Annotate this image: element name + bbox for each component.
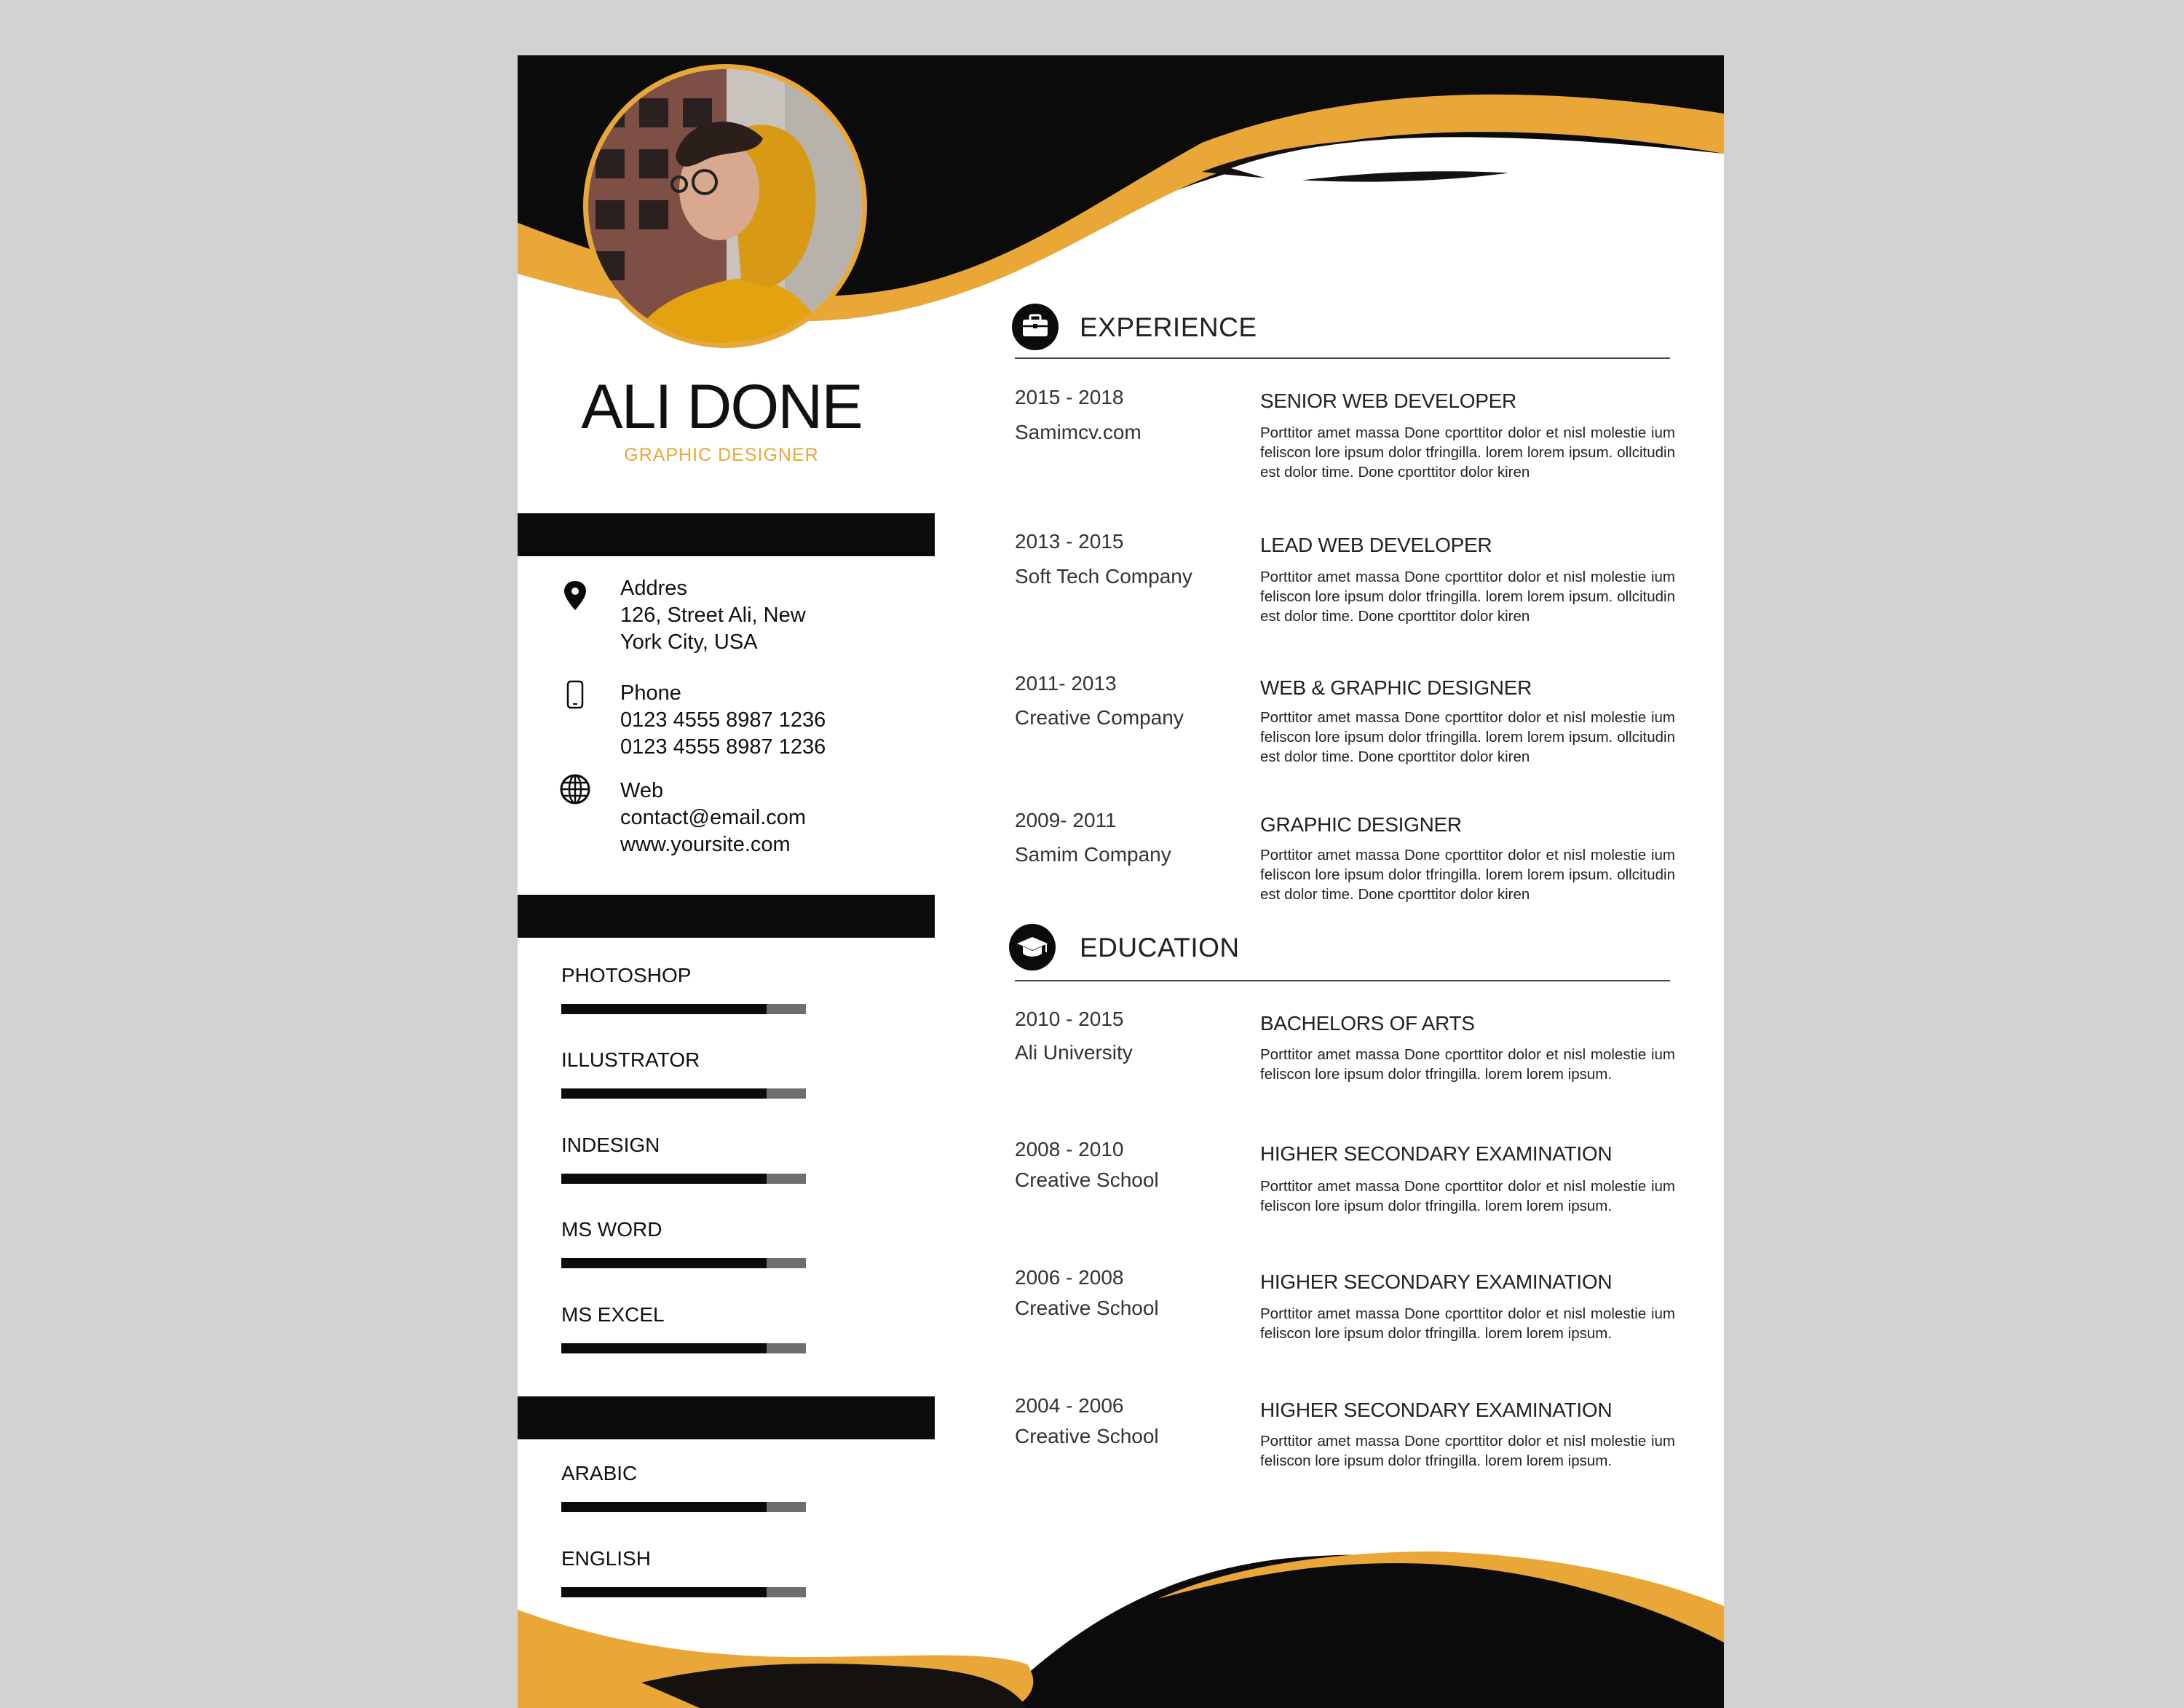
phone-block bbox=[620, 680, 826, 761]
education-years: 2004 - 2006 bbox=[1015, 1394, 1124, 1417]
address-line-2: York City, USA bbox=[620, 630, 758, 654]
briefcase-icon bbox=[1011, 303, 1059, 351]
skill-bar bbox=[561, 1004, 806, 1014]
web-block bbox=[620, 778, 806, 858]
experience-description: Porttitor amet massa Done cporttitor dolor et nisl molestie ium feliscon lore ipsum dolor tfringilla. lorem lorem ipsum. ollcitudin est dolor time. Done cporttitor dolor kiren bbox=[1260, 847, 1675, 903]
skill-label: MS EXCEL bbox=[561, 1303, 665, 1326]
web-email[interactable]: contact@email.com bbox=[620, 806, 807, 829]
experience-company: Samimcv.com bbox=[1015, 421, 1142, 443]
phone-icon bbox=[558, 679, 592, 712]
phone-label: Phone bbox=[620, 681, 681, 705]
education-institution: Creative School bbox=[1015, 1297, 1159, 1319]
education-degree: BACHELORS OF ARTS bbox=[1260, 1012, 1475, 1035]
experience-title-text: LEAD WEB DEVELOPER bbox=[1260, 534, 1492, 556]
web-site[interactable]: www.yoursite.com bbox=[620, 833, 791, 856]
education-years: 2006 - 2008 bbox=[1015, 1266, 1124, 1289]
skill-label: PHOTOSHOP bbox=[561, 964, 692, 987]
education-institution: Ali University bbox=[1015, 1041, 1133, 1064]
address-line-1: 126, Street Ali, New bbox=[620, 604, 806, 627]
languages-header-bar bbox=[518, 1396, 935, 1439]
skill-label: INDESIGN bbox=[561, 1134, 660, 1156]
experience-title-text: SENIOR WEB DEVELOPER bbox=[1260, 390, 1516, 412]
experience-title-text: WEB & GRAPHIC DESIGNER bbox=[1260, 676, 1532, 699]
experience-years: 2013 - 2015 bbox=[1015, 530, 1124, 553]
experience-description: Porttitor amet massa Done cporttitor dolor et nisl molestie ium feliscon lore ipsum dolor tfringilla. lorem lorem ipsum. ollcitudin est dolor time. Done cporttitor dolor kiren bbox=[1260, 424, 1675, 481]
person-name: ALI DONE bbox=[581, 372, 862, 442]
experience-title-text: GRAPHIC DESIGNER bbox=[1260, 813, 1462, 836]
phone-line-1: 0123 4555 8987 1236 bbox=[620, 708, 826, 732]
education-years: 2008 - 2010 bbox=[1015, 1138, 1124, 1161]
education-description: Porttitor amet massa Done cporttitor dolor et nisl molestie ium feliscon lore ipsum dolor tfringilla. lorem lorem ipsum. bbox=[1260, 1046, 1675, 1083]
education-years: 2010 - 2015 bbox=[1015, 1008, 1124, 1030]
skill-label: MS WORD bbox=[561, 1218, 662, 1241]
experience-years: 2015 - 2018 bbox=[1015, 386, 1124, 408]
language-label: ENGLISH bbox=[561, 1547, 651, 1570]
skill-label: ILLUSTRATOR bbox=[561, 1048, 700, 1071]
experience-years: 2011- 2013 bbox=[1015, 672, 1117, 695]
education-description: Porttitor amet massa Done cporttitor dolor et nisl molestie ium feliscon lore ipsum dolor tfringilla. lorem lorem ipsum. bbox=[1260, 1178, 1675, 1214]
skill-bar bbox=[561, 1258, 806, 1268]
location-pin-icon bbox=[558, 578, 592, 612]
resume-page bbox=[518, 55, 1724, 1708]
education-degree: HIGHER SECONDARY EXAMINATION bbox=[1260, 1270, 1613, 1293]
skill-bar bbox=[561, 1343, 806, 1353]
experience-description: Porttitor amet massa Done cporttitor dolor et nisl molestie ium feliscon lore ipsum dolor tfringilla. lorem lorem ipsum. ollcitudin est dolor time. Done cporttitor dolor kiren bbox=[1260, 709, 1675, 765]
experience-company: Samim Company bbox=[1015, 843, 1171, 866]
address-label: Addres bbox=[620, 577, 687, 600]
experience-company: Soft Tech Company bbox=[1015, 565, 1192, 588]
education-degree: HIGHER SECONDARY EXAMINATION bbox=[1260, 1142, 1613, 1165]
language-bar bbox=[561, 1587, 806, 1597]
address-block bbox=[620, 575, 806, 656]
experience-divider bbox=[1015, 357, 1670, 359]
education-institution: Creative School bbox=[1015, 1425, 1159, 1447]
education-description: Porttitor amet massa Done cporttitor dolor et nisl molestie ium feliscon lore ipsum dolor tfringilla. lorem lorem ipsum. bbox=[1260, 1305, 1675, 1342]
graduation-cap-icon bbox=[1008, 923, 1056, 971]
education-degree: HIGHER SECONDARY EXAMINATION bbox=[1260, 1399, 1613, 1421]
education-description: Porttitor amet massa Done cporttitor dolor et nisl molestie ium feliscon lore ipsum dolor tfringilla. lorem lorem ipsum. bbox=[1260, 1433, 1675, 1469]
language-label: ARABIC bbox=[561, 1462, 638, 1484]
skill-bar bbox=[561, 1088, 806, 1099]
skill-bar bbox=[561, 1174, 806, 1184]
profile-photo bbox=[583, 64, 867, 348]
education-title: EDUCATION bbox=[1080, 933, 1240, 962]
web-label: Web bbox=[620, 779, 664, 802]
skills-header-bar bbox=[518, 895, 935, 938]
phone-line-2: 0123 4555 8987 1236 bbox=[620, 735, 826, 759]
education-divider bbox=[1015, 980, 1670, 981]
contact-header-bar bbox=[518, 513, 935, 556]
experience-description: Porttitor amet massa Done cporttitor dolor et nisl molestie ium feliscon lore ipsum dolor tfringilla. lorem lorem ipsum. ollcitudin est dolor time. Done cporttitor dolor kiren bbox=[1260, 569, 1675, 625]
person-role: GRAPHIC DESIGNER bbox=[624, 445, 819, 465]
person-photo-illustration bbox=[588, 69, 862, 343]
experience-years: 2009- 2011 bbox=[1015, 809, 1117, 831]
experience-company: Creative Company bbox=[1015, 706, 1184, 729]
experience-title: EXPERIENCE bbox=[1080, 312, 1257, 342]
globe-icon bbox=[558, 772, 592, 806]
education-institution: Creative School bbox=[1015, 1169, 1159, 1191]
language-bar bbox=[561, 1502, 806, 1512]
